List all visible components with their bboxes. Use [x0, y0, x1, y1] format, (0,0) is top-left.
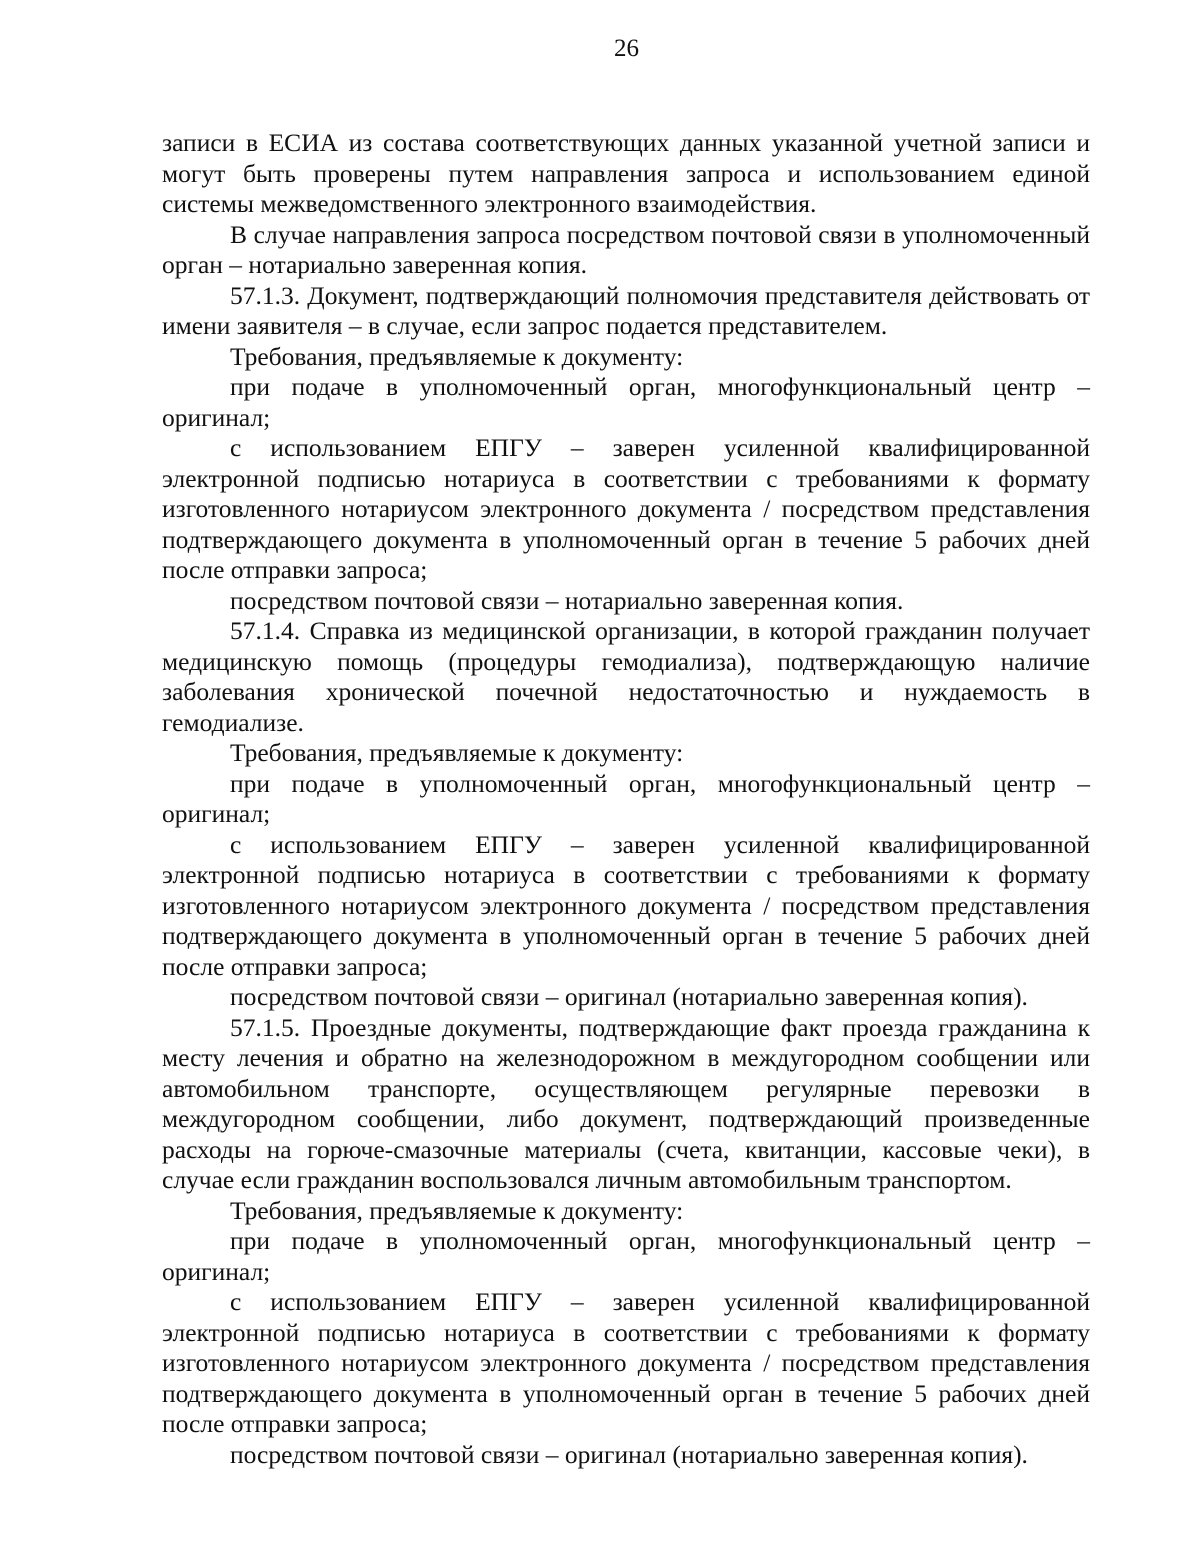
document-body: [162, 128, 1090, 1470]
paragraph-esia-continuation: записи в ЕСИА из состава соответствующих данных указанной учетной записи и могут быть проверены путем направления запроса и использованием единой системы межведомственного электронного взаимодействия.: [162, 128, 1090, 218]
paragraph-57-1-5: 57.1.5. Проездные документы, подтверждающие факт проезда гражданина к месту лечения и обратно на железнодорожном в междугородном сообщении или автомобильном транспорте, осуществляющем регулярные перевозки в междугородном сообщении, либо документ, подтверждающий произведенные расходы на горюче-смазочные материалы (счета, квитанции, кассовые чеки), в случае если гражданин воспользовался личным автомобильным транспортом.: [162, 1012, 1090, 1194]
paragraph-requirement-epgu: с использованием ЕПГУ – заверен усиленной квалифицированной электронной подписью нотариуса в соответствии с требованиями к формату изготовленного нотариусом электронного документа / посредством представления подтверждающего документа в уполномоченный орган в течение 5 рабочих дней после отправки запроса;: [162, 1287, 1090, 1438]
paragraph-requirement-postal: посредством почтовой связи – оригинал (нотариально заверенная копия).: [230, 1439, 1028, 1469]
paragraph-requirement-postal: посредством почтовой связи – оригинал (нотариально заверенная копия).: [230, 982, 1028, 1011]
paragraph-requirement-in-person: при подаче в уполномоченный орган, многофункциональный центр – оригинал;: [162, 768, 1090, 828]
paragraph-postal-request: В случае направления запроса посредством почтовой связи в уполномоченный орган – нотариально заверенная копия.: [162, 219, 1090, 279]
paragraph-requirements-heading: Требования, предъявляемые к документу:: [230, 341, 684, 371]
paragraph-requirements-heading: Требования, предъявляемые к документу:: [230, 738, 684, 767]
paragraph-requirement-epgu: с использованием ЕПГУ – заверен усиленной квалифицированной электронной подписью нотариуса в соответствии с требованиями к формату изготовленного нотариусом электронного документа / посредством представления подтверждающего документа в уполномоченный орган в течение 5 рабочих дней после отправки запроса;: [162, 433, 1090, 584]
paragraph-requirements-heading: Требования, предъявляемые к документу:: [230, 1195, 684, 1225]
paragraph-57-1-3: 57.1.3. Документ, подтверждающий полномочия представителя действовать от имени заявителя – в случае, если запрос подается представителем.: [162, 280, 1090, 340]
paragraph-requirement-in-person: при подаче в уполномоченный орган, многофункциональный центр – оригинал;: [162, 1226, 1090, 1286]
page-number: 26: [614, 35, 639, 62]
paragraph-requirement-epgu: с использованием ЕПГУ – заверен усиленной квалифицированной электронной подписью нотариуса в соответствии с требованиями к формату изготовленного нотариусом электронного документа / посредством представления подтверждающего документа в уполномоченный орган в течение 5 рабочих дней после отправки запроса;: [162, 829, 1090, 981]
paragraph-57-1-4: 57.1.4. Справка из медицинской организации, в которой гражданин получает медицинскую помощь (процедуры гемодиализа), подтверждающую наличие заболевания хронической почечной недостаточностью и нуждаемость в гемодиализе.: [162, 616, 1090, 737]
paragraph-requirement-in-person: при подаче в уполномоченный орган, многофункциональный центр – оригинал;: [162, 372, 1090, 432]
paragraph-requirement-postal: посредством почтовой связи – нотариально заверенная копия.: [230, 585, 904, 615]
